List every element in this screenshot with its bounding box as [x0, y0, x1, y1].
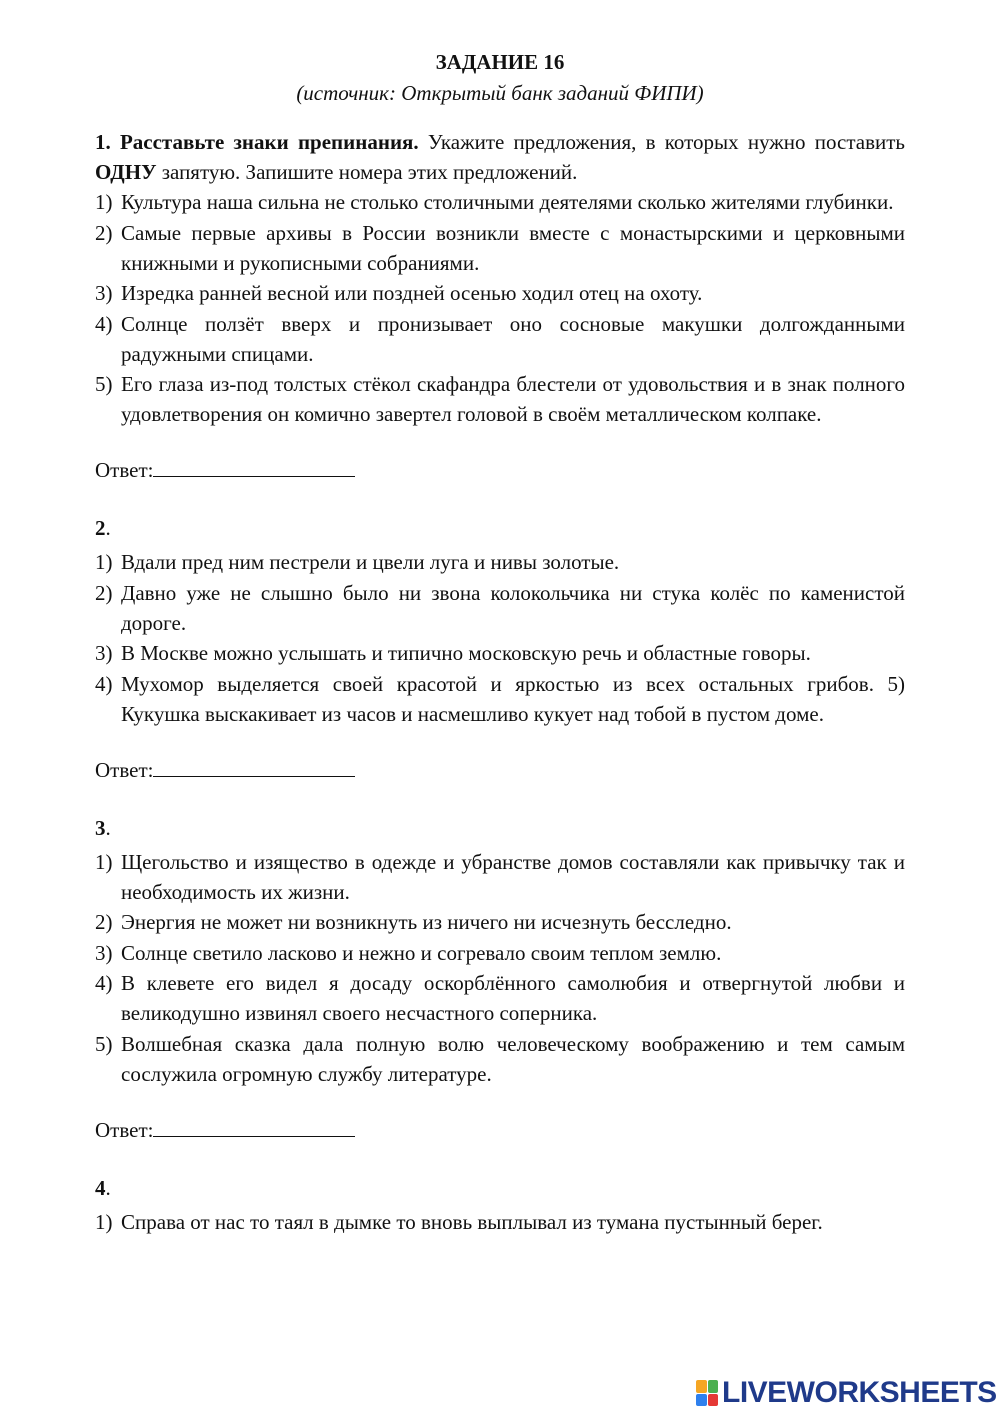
item-number: 4)	[95, 971, 113, 995]
item-text: Щегольство и изящество в одежде и убранстве домов составляли как привычку так и необходимость их жизни.	[121, 849, 905, 904]
list-item	[95, 309, 905, 369]
source-note: (источник: Открытый банк заданий ФИПИ)	[296, 81, 704, 105]
list-item	[95, 938, 905, 968]
item-number: 5)	[95, 1031, 113, 1056]
task-number: 3.	[95, 815, 111, 840]
item-number: 3)	[95, 940, 113, 965]
item-text: В Москве можно услышать и типично московскую речь и областные говоры.	[121, 641, 811, 665]
item-text: Справа от нас то таял в дымке то вновь выплывал из тумана пустынный берег.	[121, 1209, 823, 1234]
item-text: Давно уже не слышно было ни звона колокольчика ни стука колёс по каменистой дороге.	[121, 580, 905, 635]
task-4	[95, 1173, 905, 1237]
item-text: Волшебная сказка дала полную волю человеческому воображению и тем самым сослужила огромную службу литературе.	[121, 1031, 905, 1086]
list-item	[95, 1207, 905, 1237]
answer-label: Ответ:	[95, 1117, 154, 1142]
list-item	[95, 218, 905, 278]
item-text: Вдали пред ним пестрели и цвели луга и нивы золотые.	[121, 550, 620, 574]
list-item	[95, 847, 905, 907]
item-text: Мухомор выделяется своей красотой и яркостью из всех остальных грибов. 5) Кукушка выскакивает из часов и насмешливо кукует над тобой в пустом доме.	[121, 671, 905, 726]
task-1	[95, 187, 905, 485]
list-item	[95, 278, 905, 308]
sentence-list	[95, 187, 905, 429]
item-text: Солнце ползёт вверх и пронизывает оно сосновые макушки долгожданными радужными спицами.	[121, 311, 905, 366]
item-number: 1)	[95, 1209, 113, 1234]
instruction-part-a: Укажите предложения, в которых нужно поставить	[418, 130, 905, 154]
item-text: Энергия не может ни возникнуть из ничего ни исчезнуть бесследно.	[121, 910, 732, 934]
task-number: 2.	[95, 516, 111, 540]
sentence-list	[95, 847, 905, 1089]
logo-tile	[696, 1380, 707, 1393]
worksheet-page	[95, 48, 905, 1237]
page-title: ЗАДАНИЕ 16	[435, 50, 565, 74]
answer-row	[95, 455, 905, 485]
logo-icon	[696, 1380, 718, 1406]
logo-tile	[696, 1394, 707, 1407]
list-item	[95, 547, 905, 577]
answer-label: Ответ:	[95, 458, 154, 482]
item-number: 2)	[95, 220, 113, 245]
item-text: Самые первые архивы в России возникли вместе с монастырскими и церковными книжными и рукописными собраниями.	[121, 220, 905, 275]
item-text: Изредка ранней весной или поздней осенью ходил отец на охоту.	[121, 281, 703, 305]
list-item	[95, 369, 905, 429]
answer-field[interactable]	[153, 458, 355, 477]
item-number: 5)	[95, 372, 113, 396]
item-text: Культура наша сильна не столько столичными деятелями сколько жителями глубинки.	[121, 190, 894, 214]
answer-label: Ответ:	[95, 757, 154, 782]
instruction-emphasis: ОДНУ	[95, 160, 157, 184]
list-item	[95, 968, 905, 1028]
logo-tile	[708, 1380, 719, 1393]
task-2	[95, 513, 905, 785]
sentence-list	[95, 1207, 905, 1237]
instruction-text	[95, 127, 905, 187]
answer-field[interactable]	[153, 758, 355, 777]
list-item	[95, 1029, 905, 1089]
list-item	[95, 907, 905, 937]
item-text: В клевете его видел я досаду оскорблённого самолюбия и отвергнутой любви и великодушно извинял своего несчастного соперника.	[121, 971, 905, 1025]
task-3	[95, 813, 905, 1145]
sentence-list	[95, 547, 905, 729]
item-number: 4)	[95, 311, 113, 336]
list-item	[95, 578, 905, 638]
instruction-part-b: запятую. Запишите номера этих предложений.	[156, 160, 578, 184]
liveworksheets-logo	[696, 1378, 997, 1408]
list-item	[95, 638, 905, 668]
item-number: 1)	[95, 849, 113, 874]
item-number: 2)	[95, 580, 113, 605]
answer-row	[95, 755, 905, 785]
item-number: 2)	[95, 910, 113, 934]
item-number: 4)	[95, 671, 113, 696]
list-item	[95, 187, 905, 217]
item-number: 3)	[95, 641, 113, 665]
list-item	[95, 669, 905, 729]
item-number: 1)	[95, 550, 113, 574]
item-number: 3)	[95, 281, 113, 305]
item-text: Его глаза из-под толстых стёкол скафандра блестели от удовольствия и в знак полного удовлетворения он комично завертел головой в своём металлическом колпаке.	[121, 372, 905, 426]
item-text: Солнце светило ласково и нежно и согревало своим теплом землю.	[121, 940, 722, 965]
instruction-lead: 1. Расставьте знаки препинания.	[95, 130, 419, 154]
answer-field[interactable]	[153, 1118, 355, 1137]
logo-text: LIVEWORKSHEETS	[722, 1376, 997, 1409]
task-number: 4.	[95, 1175, 111, 1200]
item-number: 1)	[95, 190, 113, 214]
logo-tile	[708, 1394, 719, 1407]
answer-row	[95, 1115, 905, 1145]
